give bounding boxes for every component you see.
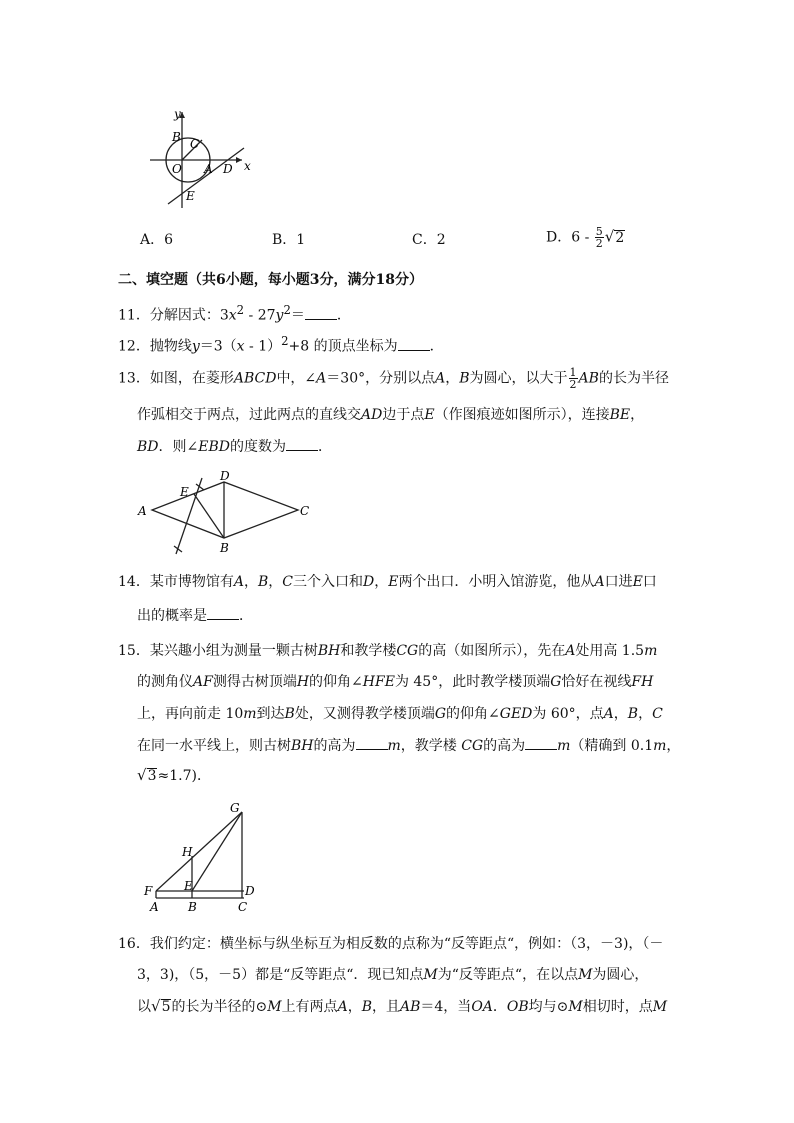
q13-text: 的度数为: [229, 439, 286, 455]
q16-text: 为圆心，: [592, 967, 649, 983]
q12-end: ．: [429, 338, 444, 355]
q14-text: 某市博物馆有: [149, 574, 234, 590]
q11-sup: 2: [236, 303, 245, 317]
q15-var: GED: [499, 706, 533, 722]
q15-text: 测得古树顶端: [212, 674, 297, 690]
q11-var-x: x: [228, 307, 237, 324]
q15-text: 为 60°，点: [532, 706, 604, 722]
q16-var: A: [337, 999, 348, 1015]
q11-text: ＝: [290, 307, 305, 324]
q15-text: 的测角仪: [137, 674, 193, 690]
q15-text: 和教学楼: [340, 643, 397, 659]
q13-text: ．则∠: [158, 439, 199, 455]
q13-text: 如图，在菱形: [149, 370, 234, 387]
q16-root: 5: [161, 999, 171, 1015]
q13-text: 中，∠: [276, 370, 317, 387]
q12-number: 12．: [118, 338, 150, 355]
q13-end: ．: [317, 439, 332, 455]
q15-text: 某兴趣小组为测量一颗古树: [149, 643, 318, 659]
frac-den: 2: [569, 378, 577, 391]
rhombus-abcd: [152, 482, 298, 538]
q16-var: B: [361, 999, 372, 1015]
q16-text: 的长为半径的⊙: [171, 999, 268, 1015]
q16-text: ．: [492, 999, 507, 1015]
q13-rhombus-figure: [134, 470, 324, 560]
q12-var: x: [236, 338, 245, 355]
option-a-label: A．: [140, 232, 165, 248]
label-d: D: [245, 884, 255, 898]
q16-text: ，: [347, 999, 362, 1015]
q15-var: G: [434, 706, 447, 722]
label-x: x: [244, 159, 251, 173]
q13-text: ，: [445, 370, 460, 387]
question-15-line-2: [137, 672, 653, 692]
option-b: [272, 230, 305, 250]
q16-var: AB: [399, 999, 421, 1015]
q15-number: 15．: [118, 643, 150, 659]
x-arrow: [236, 157, 242, 163]
q15-var: m: [644, 643, 658, 659]
label-b: B: [220, 541, 229, 555]
q14-var: D: [362, 574, 375, 590]
q16-var: M: [652, 999, 668, 1015]
label-c: C: [190, 137, 200, 151]
question-16-line-2: [137, 965, 648, 985]
q15-text: 处用高 1.5: [575, 643, 645, 659]
option-a-value: 6: [164, 232, 174, 248]
q14-var: E: [632, 574, 643, 590]
q13-var: E: [424, 407, 435, 423]
q11-number: 11．: [118, 307, 150, 324]
q15-var: FH: [631, 674, 654, 690]
q15-text: ≈1.7)．: [157, 768, 211, 784]
q13-var: EBD: [198, 439, 230, 455]
q15-answer-blank-2[interactable]: [525, 735, 557, 750]
sqrt-icon: √: [604, 227, 615, 246]
q14-text: ，: [243, 574, 258, 590]
q15-var: B: [627, 706, 639, 722]
q15-var: m: [243, 706, 257, 722]
q15-var: B: [284, 706, 295, 722]
question-13-line-3: [137, 436, 332, 457]
question-15-line-1: [118, 641, 657, 661]
q13-var: BD: [137, 439, 159, 455]
q16-var: M: [267, 999, 282, 1015]
option-d: [546, 226, 625, 249]
q16-var: OA: [471, 999, 493, 1015]
q15-text: 的仰角∠: [309, 674, 363, 690]
section-heading: 二、填空题（共6小题，每小题3分，满分18分）: [118, 272, 423, 288]
q14-text: ，: [268, 574, 283, 590]
q13-var: AB: [578, 370, 599, 387]
q12-text: - 1）: [244, 338, 282, 355]
label-h: H: [182, 845, 193, 859]
q15-answer-blank-1[interactable]: [356, 735, 388, 750]
label-d: D: [220, 470, 230, 483]
label-a: A: [138, 504, 147, 518]
label-a: A: [204, 162, 213, 176]
frac-num: 1: [569, 366, 577, 379]
option-c: [412, 230, 446, 250]
q16-text: 相切时，点: [582, 999, 653, 1015]
q16-text: 我们约定：横坐标与纵坐标互为相反数的点称为“反等距点“，例如：（3，－3)，（－: [149, 936, 664, 952]
q16-var: M: [568, 999, 583, 1015]
q14-var: A: [233, 574, 244, 590]
q15-var: A: [565, 643, 576, 659]
label-b: B: [172, 130, 181, 144]
q12-text: +8 的顶点坐标为: [288, 338, 398, 355]
q15-text: 的高（如图所示），先在: [418, 643, 566, 659]
q15-text: ，教学楼: [400, 738, 462, 754]
q16-text: 3，3)，（5，－5）都是“反等距点“．现已知点: [137, 967, 424, 983]
q16-var: M: [423, 967, 438, 983]
q13-text: 为圆心，以大于: [469, 370, 568, 387]
sqrt-icon: √: [151, 997, 161, 1015]
q13-text: 边于点: [382, 407, 425, 423]
q15-text: 在同一水平线上，则古树: [137, 738, 291, 754]
q15-var: CG: [461, 738, 484, 754]
q16-text: 以: [137, 999, 151, 1015]
q14-text: 口: [642, 574, 657, 590]
option-c-value: 2: [436, 232, 446, 248]
q14-var: C: [282, 574, 293, 590]
q16-text: 均与⊙: [528, 999, 569, 1015]
q13-text: ＝30°，分别以点: [326, 370, 436, 387]
tangent-line: [168, 148, 244, 204]
q15-elevation-figure: [140, 798, 274, 916]
q13-var: AD: [361, 407, 383, 423]
q13-var: BE: [609, 407, 631, 423]
q13-answer-blank[interactable]: [286, 436, 318, 451]
q13-text: 作弧相交于两点，过此两点的直线交: [137, 407, 361, 423]
q11-var-y: y: [275, 307, 284, 324]
q15-var: C: [652, 706, 663, 722]
q12-answer-blank[interactable]: [398, 336, 430, 351]
q15-text: 的高为: [483, 738, 526, 754]
option-a: [140, 230, 173, 250]
q15-root: 3: [147, 768, 157, 784]
q14-answer-blank[interactable]: [207, 605, 239, 620]
q14-var: A: [594, 574, 605, 590]
q14-text: 口进: [604, 574, 633, 590]
label-c: C: [238, 900, 248, 914]
q14-text: 三个入口和: [292, 574, 363, 590]
q13-number: 13．: [118, 370, 150, 387]
q13-fraction: [569, 367, 578, 390]
label-g: G: [230, 801, 240, 815]
q11-text: 分解因式：3: [149, 307, 229, 324]
q15-text: 上，再向前走 10: [137, 706, 244, 722]
option-d-prefix: 6 -: [571, 229, 590, 246]
label-c: C: [300, 504, 310, 518]
q13-text: 的长为半径: [598, 370, 669, 387]
q15-var: A: [603, 706, 614, 722]
q16-var: OB: [506, 999, 529, 1015]
q15-var: BH: [291, 738, 314, 754]
question-16-line-3: [137, 996, 667, 1017]
q15-var: HFE: [362, 674, 395, 690]
frac-den: 2: [595, 237, 603, 250]
q10-circle-figure: [146, 104, 256, 214]
q16-text: 上有两点: [281, 999, 338, 1015]
q15-var: m: [387, 738, 401, 754]
q15-var: CG: [396, 643, 419, 659]
q15-var: AF: [193, 674, 213, 690]
q15-text: ，: [613, 706, 628, 722]
q13-var: ABCD: [233, 370, 277, 387]
option-c-label: C．: [412, 232, 437, 248]
q16-number: 16．: [118, 936, 150, 952]
q14-text: ，: [374, 574, 389, 590]
q15-var: m: [557, 738, 571, 754]
q13-var: A: [435, 370, 446, 387]
q11-answer-blank[interactable]: [305, 305, 337, 320]
frac-num: 5: [595, 225, 603, 238]
segment-be: [194, 494, 224, 538]
q16-text: ，且: [371, 999, 400, 1015]
question-13-line-2: [137, 405, 644, 425]
option-d-fraction: [595, 226, 604, 249]
question-11: [118, 300, 351, 326]
q11-sup: 2: [283, 303, 291, 317]
q14-end: ．: [239, 608, 253, 624]
q16-text: 为“反等距点“，在以点: [437, 967, 579, 983]
q15-text: 的仰角∠: [446, 706, 500, 722]
question-14-line-2: [137, 605, 253, 626]
sqrt-icon: √: [137, 766, 147, 784]
q13-text: （作图痕迹如图所示），连接: [434, 407, 610, 423]
q14-text: 两个出口．小明入馆游览，他从: [398, 574, 595, 590]
option-b-value: 1: [296, 232, 306, 248]
q14-number: 14．: [118, 574, 150, 590]
q15-text: 处，又测得教学楼顶端: [294, 706, 435, 722]
label-a: A: [150, 900, 159, 914]
question-15-line-4: [137, 735, 680, 756]
label-f: F: [144, 884, 153, 898]
label-y: y: [174, 107, 181, 121]
q15-text: 到达: [256, 706, 285, 722]
q15-var: H: [296, 674, 310, 690]
q14-text: 出的概率是: [137, 608, 207, 624]
q15-var: G: [550, 674, 562, 690]
q15-text: 恰好在视线: [561, 674, 632, 690]
q15-text: ，: [638, 706, 653, 722]
q12-text: ＝3（: [199, 338, 237, 355]
q13-text: ，: [630, 407, 645, 423]
label-e: E: [184, 879, 193, 893]
q15-text: （精确到 0.1: [570, 738, 654, 754]
option-d-root: 2: [615, 229, 625, 246]
q15-text: 为 45°，此时教学楼顶端: [394, 674, 551, 690]
label-o: O: [172, 162, 182, 176]
q12-var: y: [191, 338, 200, 355]
question-14-line-1: [118, 572, 657, 592]
question-15-line-5: [137, 765, 211, 786]
q11-end: ．: [336, 307, 351, 324]
q13-var: A: [316, 370, 327, 387]
question-13-line-1: [118, 367, 669, 390]
q13-var: B: [459, 370, 470, 387]
q15-text: 的高为: [313, 738, 356, 754]
q15-var: m: [653, 738, 667, 754]
q14-var: E: [388, 574, 399, 590]
option-b-label: B．: [272, 232, 297, 248]
q12-sup: 2: [281, 334, 289, 348]
option-d-label: D．: [546, 229, 572, 246]
label-b: B: [188, 900, 197, 914]
q15-text: ，: [666, 738, 681, 754]
question-12: [118, 331, 444, 357]
q16-var: M: [578, 967, 593, 983]
label-e: E: [186, 189, 195, 203]
q11-text: - 27: [244, 307, 276, 324]
label-d: D: [223, 162, 233, 176]
label-e: E: [180, 485, 189, 499]
q14-var: B: [257, 574, 269, 590]
q16-text: ＝4，当: [420, 999, 472, 1015]
question-15-line-3: [137, 704, 663, 724]
q15-var: BH: [317, 643, 341, 659]
question-16-line-1: [118, 934, 663, 954]
q12-text: 抛物线: [149, 338, 192, 355]
